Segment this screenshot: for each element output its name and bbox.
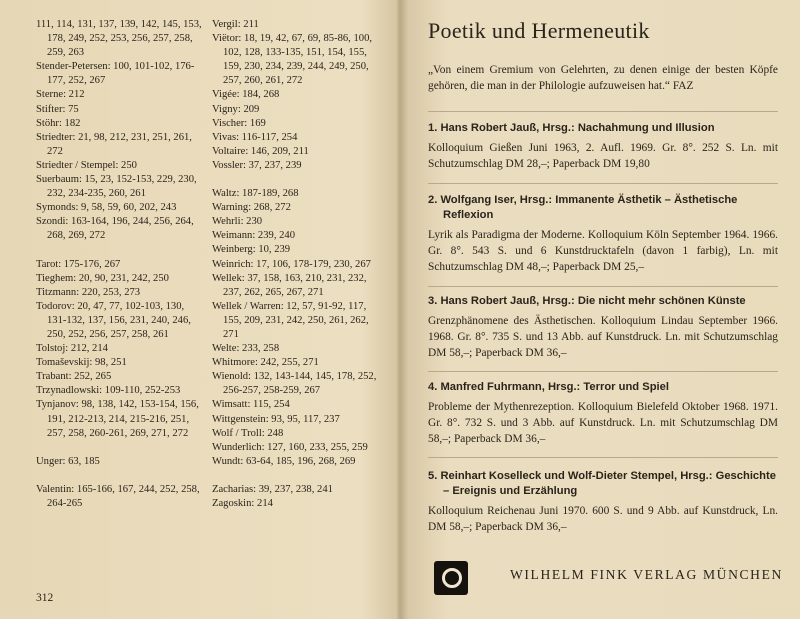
index-entry: Unger: 63, 185 <box>36 455 100 467</box>
publisher-logo-icon <box>434 561 468 595</box>
index-entry: Vivas: 116-117, 254 <box>212 131 298 143</box>
book-details: Kolloquium Gießen Juni 1963, 2. Aufl. 1969. Gr. 8°. 252 S. Ln. mit Schutzumschlag DM 28,–; Paperback DM 19,80 <box>428 142 778 170</box>
divider <box>428 286 778 287</box>
index-entry: Tolstoj: 212, 214 <box>36 343 108 355</box>
left-page-index <box>0 0 398 619</box>
index-gap <box>36 441 204 455</box>
index-gap <box>212 469 382 483</box>
book-entry-1 <box>428 121 778 172</box>
page-number: 312 <box>36 592 54 604</box>
divider <box>428 457 778 458</box>
index-entry: Trabant: 252, 265 <box>36 371 112 383</box>
index-gap <box>36 469 204 483</box>
index-entry: Striedter / Stempel: 250 <box>36 159 137 171</box>
book-heading: 2. Wolfgang Iser, Hrsg.: Immanente Ästhetik – Ästhetische Reflexion <box>428 194 738 221</box>
series-title: Poetik und Hermeneutik <box>428 18 650 43</box>
book-heading: 4. Manfred Fuhrmann, Hrsg.: Terror und Spiel <box>428 381 669 393</box>
index-entry: Viëtor: 18, 19, 42, 67, 69, 85-86, 100, 102, 128, 133-135, 151, 154, 155, 159, 230, 234, 239, 244, 249, 250, 257, 260, 261, 272 <box>212 33 373 87</box>
index-column-1 <box>36 18 204 511</box>
index-entry: Trzynadlowski: 109-110, 252-253 <box>36 385 181 397</box>
index-entry: Zacharias: 39, 237, 238, 241 <box>212 483 333 495</box>
index-entry: Whitmore: 242, 255, 271 <box>212 357 319 369</box>
index-entry: Vergil: 211 <box>212 19 259 30</box>
divider <box>428 183 778 184</box>
review-quote: „Von einem Gremium von Gelehrten, zu denen einige der besten Köpfe gehören, die man in der Philologie aufzuweisen hat.“ FAZ <box>428 64 778 92</box>
index-entry: Weinberg: 10, 239 <box>212 244 291 256</box>
index-entry: Wehrli: 230 <box>212 216 263 228</box>
book-details: Probleme der Mythenrezeption. Kolloquium Bielefeld Oktober 1968. 1971. Gr. 8°. 732 S. und 3 Abb. auf Kunstdruck. Ln. mit Schutzumschlag DM 58,–; Paperback DM 36,– <box>428 401 778 445</box>
index-entry: Tieghem: 20, 90, 231, 242, 250 <box>36 272 169 284</box>
index-entry: Vossler: 37, 237, 239 <box>212 159 302 171</box>
index-entry: Warning: 268, 272 <box>212 202 291 214</box>
index-entry: Welte: 233, 258 <box>212 343 280 355</box>
index-entry: Weinrich: 17, 106, 178-179, 230, 267 <box>212 258 371 270</box>
index-entry: Sterne: 212 <box>36 89 85 101</box>
index-entry: Titzmann: 220, 253, 273 <box>36 286 141 298</box>
publisher-name: WILHELM FINK VERLAG MÜNCHEN <box>510 567 783 582</box>
index-entry: Weimann: 239, 240 <box>212 230 296 242</box>
index-entry: Suerbaum: 15, 23, 152-153, 229, 230, 232, 234-235, 260, 261 <box>36 174 197 200</box>
book-heading: 3. Hans Robert Jauß, Hrsg.: Die nicht mehr schönen Künste <box>428 295 746 307</box>
index-entry: Valentin: 165-166, 167, 244, 252, 258, 264-265 <box>36 483 200 509</box>
index-entry: Zagoskin: 214 <box>212 498 273 509</box>
book-entry-2 <box>428 193 778 275</box>
index-entry: Vischer: 169 <box>212 117 266 129</box>
index-entry: Stifter: 75 <box>36 103 79 115</box>
index-entry: Striedter: 21, 98, 212, 231, 251, 261, 272 <box>36 131 192 157</box>
book-heading: 1. Hans Robert Jauß, Hrsg.: Nachahmung und Illusion <box>428 122 715 134</box>
index-entry: Vigny: 209 <box>212 103 260 115</box>
index-entry: Wolf / Troll: 248 <box>212 427 284 439</box>
index-gap <box>212 173 382 187</box>
index-entry: Wellek / Warren: 12, 57, 91-92, 117, 155, 209, 231, 242, 250, 261, 262, 271 <box>212 300 369 340</box>
index-entry: Waltz: 187-189, 268 <box>212 188 299 200</box>
right-page-series-ad <box>402 0 800 619</box>
index-entry: Stöhr: 182 <box>36 117 81 129</box>
index-entry: Szondi: 163-164, 196, 244, 256, 264, 268, 269, 272 <box>36 216 194 242</box>
divider <box>428 111 778 112</box>
book-details: Grenzphänomene des Ästhetischen. Kolloquium Lindau September 1966. 1968. Gr. 8°. 735 S. und 13 Abb. auf Kunstdruck. Ln. mit Schutzumschlag DM 58,–; Paperback DM 36,– <box>428 315 778 359</box>
index-entry: Voltaire: 146, 209, 211 <box>212 145 309 157</box>
index-entry: Tarot: 175-176, 267 <box>36 258 121 270</box>
book-details: Kolloquium Reichenau Juni 1970. 600 S. und 9 Abb. auf Kunstdruck, Ln. DM 58,–; Paperback DM 36,– <box>428 505 778 533</box>
index-entry: 111, 114, 131, 137, 139, 142, 145, 153, 178, 249, 252, 253, 256, 257, 258, 259, 263 <box>36 19 202 59</box>
index-gap <box>36 244 204 258</box>
book-entry-3 <box>428 294 778 361</box>
index-entry: Wundt: 63-64, 185, 196, 268, 269 <box>212 455 356 467</box>
index-entry: Wellek: 37, 158, 163, 210, 231, 232, 237, 262, 265, 267, 271 <box>212 272 367 298</box>
index-entry: Todorov: 20, 47, 77, 102-103, 130, 131-132, 137, 156, 231, 240, 246, 250, 252, 256, 257, 258, 261 <box>36 300 191 340</box>
book-entry-4 <box>428 380 778 447</box>
index-entry: Symonds: 9, 58, 59, 60, 202, 243 <box>36 202 177 214</box>
index-entry: Wimsatt: 115, 254 <box>212 399 290 411</box>
divider <box>428 371 778 372</box>
index-entry: Wunderlich: 127, 160, 233, 255, 259 <box>212 441 368 453</box>
index-entry: Wienold: 132, 143-144, 145, 178, 252, 256-257, 258-259, 267 <box>212 371 377 397</box>
index-entry: Tomaševskij: 98, 251 <box>36 357 127 369</box>
index-column-2 <box>212 18 382 511</box>
book-heading: 5. Reinhart Koselleck und Wolf-Dieter Stempel, Hrsg.: Geschichte – Ereignis und Erzählung <box>428 470 776 497</box>
index-entry: Vigée: 184, 268 <box>212 89 280 101</box>
index-entry: Stender-Petersen: 100, 101-102, 176-177, 252, 267 <box>36 61 195 87</box>
book-entry-5 <box>428 469 778 535</box>
book-details: Lyrik als Paradigma der Moderne. Kolloquium Köln September 1964. 1966. Gr. 8°. 543 S. und 6 Kunstdrucktafeln (davon 1 farbig), Ln. mit Schutzumschlag DM 48,–; Paperback DM 25,– <box>428 229 778 273</box>
index-entry: Tynjanov: 98, 138, 142, 153-154, 156, 191, 212-213, 214, 215-216, 251, 257, 258, 260-261, 269, 271, 272 <box>36 399 199 439</box>
index-entry: Wittgenstein: 93, 95, 117, 237 <box>212 413 340 425</box>
